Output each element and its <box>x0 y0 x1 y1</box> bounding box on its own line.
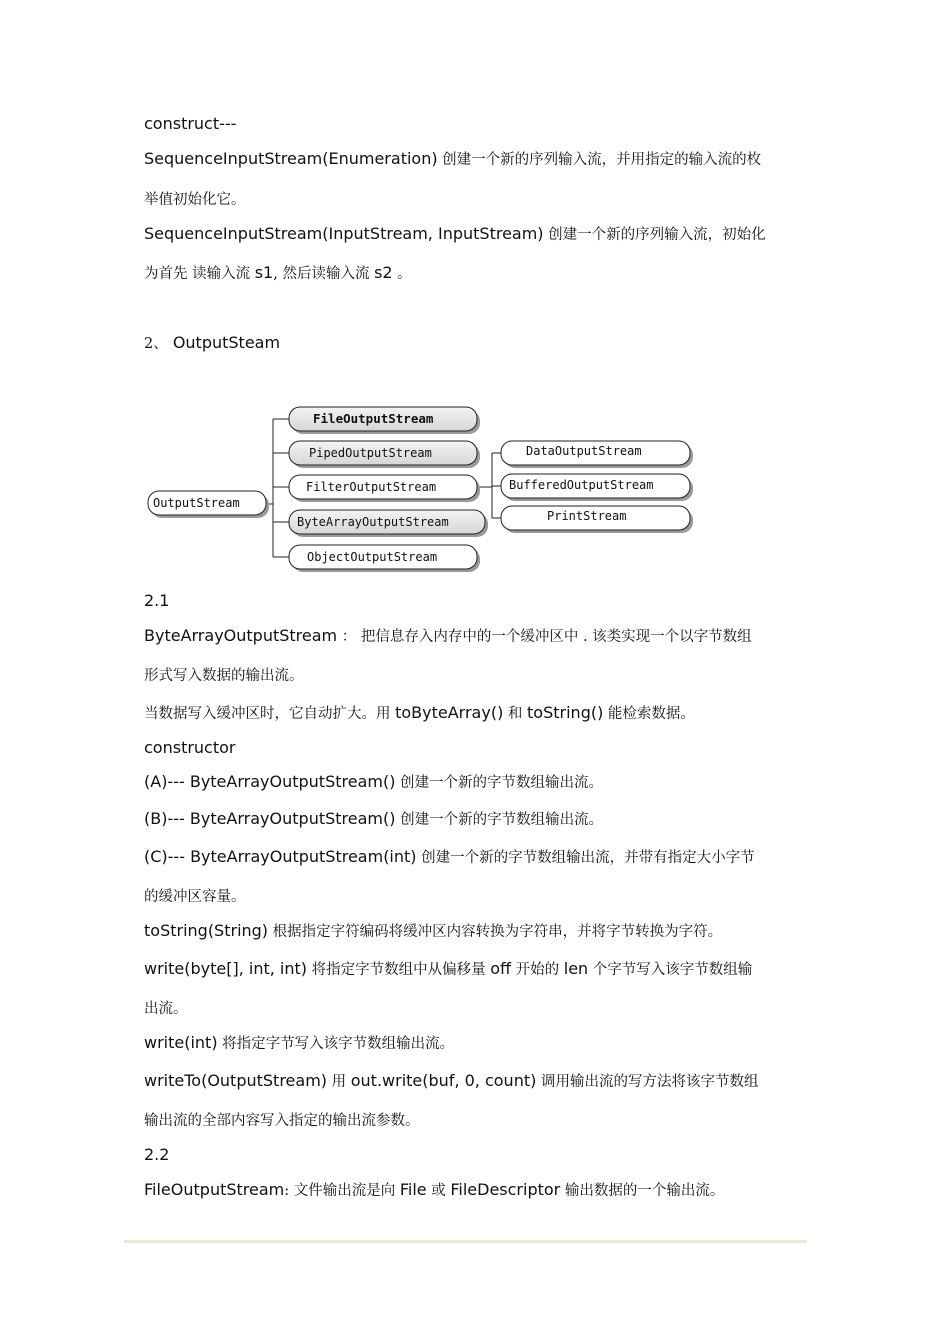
svg-text:ObjectOutputStream: ObjectOutputStream <box>307 550 438 564</box>
outputstream-hierarchy-diagram <box>140 398 700 584</box>
diagram-node-printstream <box>501 506 693 533</box>
section-heading: 2.1 <box>144 591 170 610</box>
svg-text:FileOutputStream: FileOutputStream <box>313 411 434 426</box>
text-line: toString(String) 根据指定字符编码将缓冲区内容转换为字符串，并将字节转换为字符。 <box>144 921 723 940</box>
text-line: write(int) 将指定字节写入该字节数组输出流。 <box>144 1033 455 1052</box>
diagram-node-objectoutputstream <box>289 545 480 572</box>
text-line: writeTo(OutputStream) 用 out.write(buf, 0, count) 调用输出流的写方法将该字节数组 <box>144 1071 759 1090</box>
text-line: 举值初始化它。 <box>144 192 246 208</box>
section-heading: 2.2 <box>144 1145 170 1164</box>
text-line: 的缓冲区容量。 <box>144 889 246 905</box>
text-line: ByteArrayOutputStream ： 把信息存入内存中的一个缓冲区中 . 该类实现一个以字节数组 <box>144 626 752 645</box>
svg-text:PipedOutputStream: PipedOutputStream <box>309 446 432 460</box>
svg-text:PrintStream: PrintStream <box>547 509 627 523</box>
text-line: (B)--- ByteArrayOutputStream() 创建一个新的字节数组输出流。 <box>144 809 604 828</box>
text-line: 输出流的全部内容写入指定的输出流参数。 <box>144 1113 420 1129</box>
section-heading: 2、 OutputSteam <box>144 333 281 352</box>
diagram-node-root <box>148 491 269 518</box>
svg-text:ByteArrayOutputStream: ByteArrayOutputStream <box>297 515 449 529</box>
text-line: 出流。 <box>144 1001 188 1017</box>
text-line: (C)--- ByteArrayOutputStream(int) 创建一个新的字节数组输出流，并带有指定大小字节 <box>144 847 755 866</box>
svg-text:OutputStream: OutputStream <box>153 496 240 510</box>
text-line: (A)--- ByteArrayOutputStream() 创建一个新的字节数组输出流。 <box>144 772 604 791</box>
svg-text:DataOutputStream: DataOutputStream <box>526 444 642 458</box>
text-line: 形式写入数据的输出流。 <box>144 668 304 684</box>
diagram-node-fileoutputstream <box>289 407 480 434</box>
diagram-node-filteroutputstream <box>289 475 480 502</box>
diagram-node-bufferedoutputstream <box>501 474 693 501</box>
text-line: FileOutputStream: 文件输出流是向 File 或 FileDescriptor 输出数据的一个输出流。 <box>144 1180 725 1199</box>
text-line: 当数据写入缓冲区时，它自动扩大。用 toByteArray() 和 toString() 能检索数据。 <box>144 703 695 722</box>
diagram-node-bytearrayoutputstream <box>289 510 488 537</box>
svg-text:BufferedOutputStream: BufferedOutputStream <box>509 478 654 492</box>
diagram-node-pipedoutputstream <box>289 441 480 468</box>
text-line: SequenceInputStream(InputStream, InputStream) 创建一个新的序列输入流，初始化 <box>144 224 766 243</box>
text-line: construct--- <box>144 114 237 133</box>
text-line: write(byte[], int, int) 将指定字节数组中从偏移量 off 开始的 len 个字节写入该字节数组输 <box>144 959 753 978</box>
footer-divider <box>124 1240 807 1243</box>
svg-text:FilterOutputStream: FilterOutputStream <box>306 480 437 494</box>
text-line: constructor <box>144 738 236 757</box>
text-line: SequenceInputStream(Enumeration) 创建一个新的序列输入流，并用指定的输入流的枚 <box>144 149 762 168</box>
diagram-node-dataoutputstream <box>501 441 693 468</box>
text-line: 为首先 读输入流 s1, 然后读输入流 s2 。 <box>144 263 412 282</box>
